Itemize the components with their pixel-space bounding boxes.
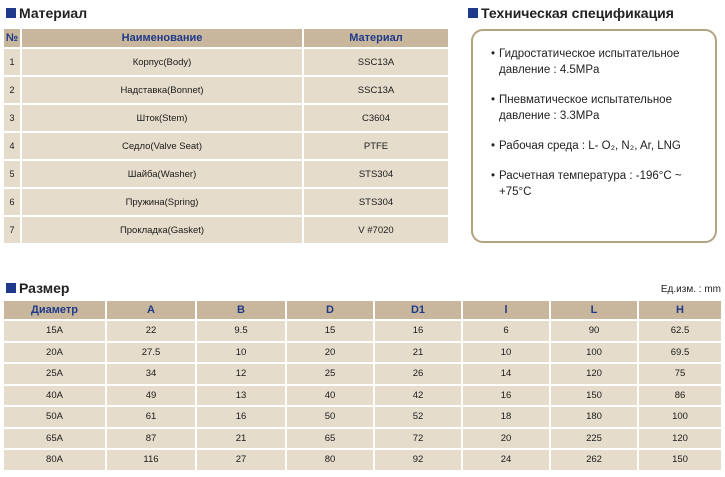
row-number: 3 bbox=[4, 105, 22, 133]
size-cell: 150 bbox=[639, 450, 721, 472]
size-cell: 116 bbox=[107, 450, 197, 472]
spec-box bbox=[471, 29, 717, 243]
size-cell: 10 bbox=[197, 343, 287, 365]
table-row bbox=[4, 321, 721, 343]
part-material: SSC13A bbox=[304, 49, 448, 77]
size-cell: 14 bbox=[463, 364, 551, 386]
size-cell: 6 bbox=[463, 321, 551, 343]
materials-header-name: Наименование bbox=[22, 29, 304, 49]
size-header-h: H bbox=[639, 301, 721, 321]
table-row bbox=[4, 386, 721, 408]
size-cell: 16 bbox=[463, 386, 551, 408]
part-material: SSC13A bbox=[304, 77, 448, 105]
spec-item bbox=[491, 46, 705, 78]
size-cell: 65A bbox=[4, 429, 107, 451]
size-cell: 65 bbox=[287, 429, 375, 451]
table-row bbox=[4, 105, 448, 133]
spec-text: Рабочая среда : L- O₂, N₂, Ar, LNG bbox=[499, 140, 681, 152]
size-cell: 20A bbox=[4, 343, 107, 365]
part-material: STS304 bbox=[304, 189, 448, 217]
spec-text: Расчетная температура : -196°C ~ +75°C bbox=[499, 170, 682, 198]
size-cell: 90 bbox=[551, 321, 639, 343]
part-name: Седло(Valve Seat) bbox=[22, 133, 304, 161]
size-cell: 16 bbox=[197, 407, 287, 429]
table-row bbox=[4, 189, 448, 217]
table-row bbox=[4, 133, 448, 161]
size-cell: 80 bbox=[287, 450, 375, 472]
size-cell: 20 bbox=[463, 429, 551, 451]
table-row bbox=[4, 450, 721, 472]
row-number: 2 bbox=[4, 77, 22, 105]
bullet-icon: • bbox=[491, 48, 496, 60]
size-header-l-small: l bbox=[463, 301, 551, 321]
size-cell: 21 bbox=[197, 429, 287, 451]
table-row bbox=[4, 77, 448, 105]
size-cell: 21 bbox=[375, 343, 463, 365]
size-cell: 18 bbox=[463, 407, 551, 429]
row-number: 1 bbox=[4, 49, 22, 77]
size-cell: 25A bbox=[4, 364, 107, 386]
bullet-icon: • bbox=[491, 94, 496, 106]
part-material: STS304 bbox=[304, 161, 448, 189]
size-table bbox=[4, 301, 721, 472]
part-material: PTFE bbox=[304, 133, 448, 161]
size-cell: 34 bbox=[107, 364, 197, 386]
size-cell: 40A bbox=[4, 386, 107, 408]
materials-title: Материал bbox=[19, 5, 88, 21]
table-row bbox=[4, 161, 448, 189]
bullet-icon: • bbox=[491, 140, 496, 152]
materials-table bbox=[4, 29, 448, 245]
size-cell: 52 bbox=[375, 407, 463, 429]
spec-title: Техническая спецификация bbox=[481, 5, 674, 21]
row-number: 4 bbox=[4, 133, 22, 161]
part-material: V #7020 bbox=[304, 217, 448, 245]
size-cell: 72 bbox=[375, 429, 463, 451]
part-name: Шток(Stem) bbox=[22, 105, 304, 133]
bullet-icon: • bbox=[491, 170, 496, 182]
size-cell: 69.5 bbox=[639, 343, 721, 365]
part-material: C3604 bbox=[304, 105, 448, 133]
part-name: Прокладка(Gasket) bbox=[22, 217, 304, 245]
size-cell: 15A bbox=[4, 321, 107, 343]
size-cell: 10 bbox=[463, 343, 551, 365]
spec-text: Пневматическое испытательное давление : 3.3MPa bbox=[499, 94, 672, 122]
size-cell: 20 bbox=[287, 343, 375, 365]
size-cell: 61 bbox=[107, 407, 197, 429]
table-row bbox=[4, 429, 721, 451]
size-cell: 50 bbox=[287, 407, 375, 429]
size-cell: 150 bbox=[551, 386, 639, 408]
size-section-title bbox=[6, 280, 69, 296]
size-cell: 80A bbox=[4, 450, 107, 472]
part-name: Корпус(Body) bbox=[22, 49, 304, 77]
size-cell: 120 bbox=[551, 364, 639, 386]
table-row bbox=[4, 217, 448, 245]
size-cell: 225 bbox=[551, 429, 639, 451]
table-row bbox=[4, 49, 448, 77]
size-cell: 49 bbox=[107, 386, 197, 408]
size-cell: 9.5 bbox=[197, 321, 287, 343]
size-cell: 24 bbox=[463, 450, 551, 472]
spec-item bbox=[491, 168, 705, 200]
size-cell: 75 bbox=[639, 364, 721, 386]
size-header-diameter: Диаметр bbox=[4, 301, 107, 321]
size-cell: 12 bbox=[197, 364, 287, 386]
title-square-icon bbox=[468, 8, 478, 18]
size-cell: 13 bbox=[197, 386, 287, 408]
table-row bbox=[4, 343, 721, 365]
table-row bbox=[4, 407, 721, 429]
size-cell: 25 bbox=[287, 364, 375, 386]
size-cell: 100 bbox=[551, 343, 639, 365]
size-cell: 16 bbox=[375, 321, 463, 343]
spec-item bbox=[491, 138, 705, 154]
size-cell: 62.5 bbox=[639, 321, 721, 343]
title-square-icon bbox=[6, 8, 16, 18]
size-cell: 22 bbox=[107, 321, 197, 343]
size-cell: 40 bbox=[287, 386, 375, 408]
materials-section-title bbox=[6, 5, 87, 21]
spec-item bbox=[491, 92, 705, 124]
materials-header-row bbox=[4, 29, 448, 49]
size-cell: 27.5 bbox=[107, 343, 197, 365]
size-cell: 15 bbox=[287, 321, 375, 343]
unit-label: Ед.изм. : mm bbox=[660, 284, 721, 295]
size-cell: 26 bbox=[375, 364, 463, 386]
size-header-d: D bbox=[287, 301, 375, 321]
size-header-d1: D1 bbox=[375, 301, 463, 321]
size-cell: 50A bbox=[4, 407, 107, 429]
row-number: 5 bbox=[4, 161, 22, 189]
title-square-icon bbox=[6, 283, 16, 293]
row-number: 6 bbox=[4, 189, 22, 217]
size-header-a: A bbox=[107, 301, 197, 321]
size-title: Размер bbox=[19, 280, 70, 296]
table-row bbox=[4, 364, 721, 386]
spec-section-title bbox=[468, 5, 674, 21]
size-cell: 120 bbox=[639, 429, 721, 451]
size-cell: 100 bbox=[639, 407, 721, 429]
size-cell: 42 bbox=[375, 386, 463, 408]
size-cell: 87 bbox=[107, 429, 197, 451]
size-header-row bbox=[4, 301, 721, 321]
part-name: Надставка(Bonnet) bbox=[22, 77, 304, 105]
size-header-b: B bbox=[197, 301, 287, 321]
materials-header-material: Материал bbox=[304, 29, 448, 49]
part-name: Пружина(Spring) bbox=[22, 189, 304, 217]
size-cell: 86 bbox=[639, 386, 721, 408]
size-cell: 92 bbox=[375, 450, 463, 472]
size-cell: 27 bbox=[197, 450, 287, 472]
size-header-l: L bbox=[551, 301, 639, 321]
part-name: Шайба(Washer) bbox=[22, 161, 304, 189]
row-number: 7 bbox=[4, 217, 22, 245]
size-cell: 180 bbox=[551, 407, 639, 429]
spec-text: Гидростатическое испытательное давление : 4.5MPa bbox=[499, 48, 680, 76]
materials-header-number: № bbox=[4, 29, 22, 49]
size-cell: 262 bbox=[551, 450, 639, 472]
